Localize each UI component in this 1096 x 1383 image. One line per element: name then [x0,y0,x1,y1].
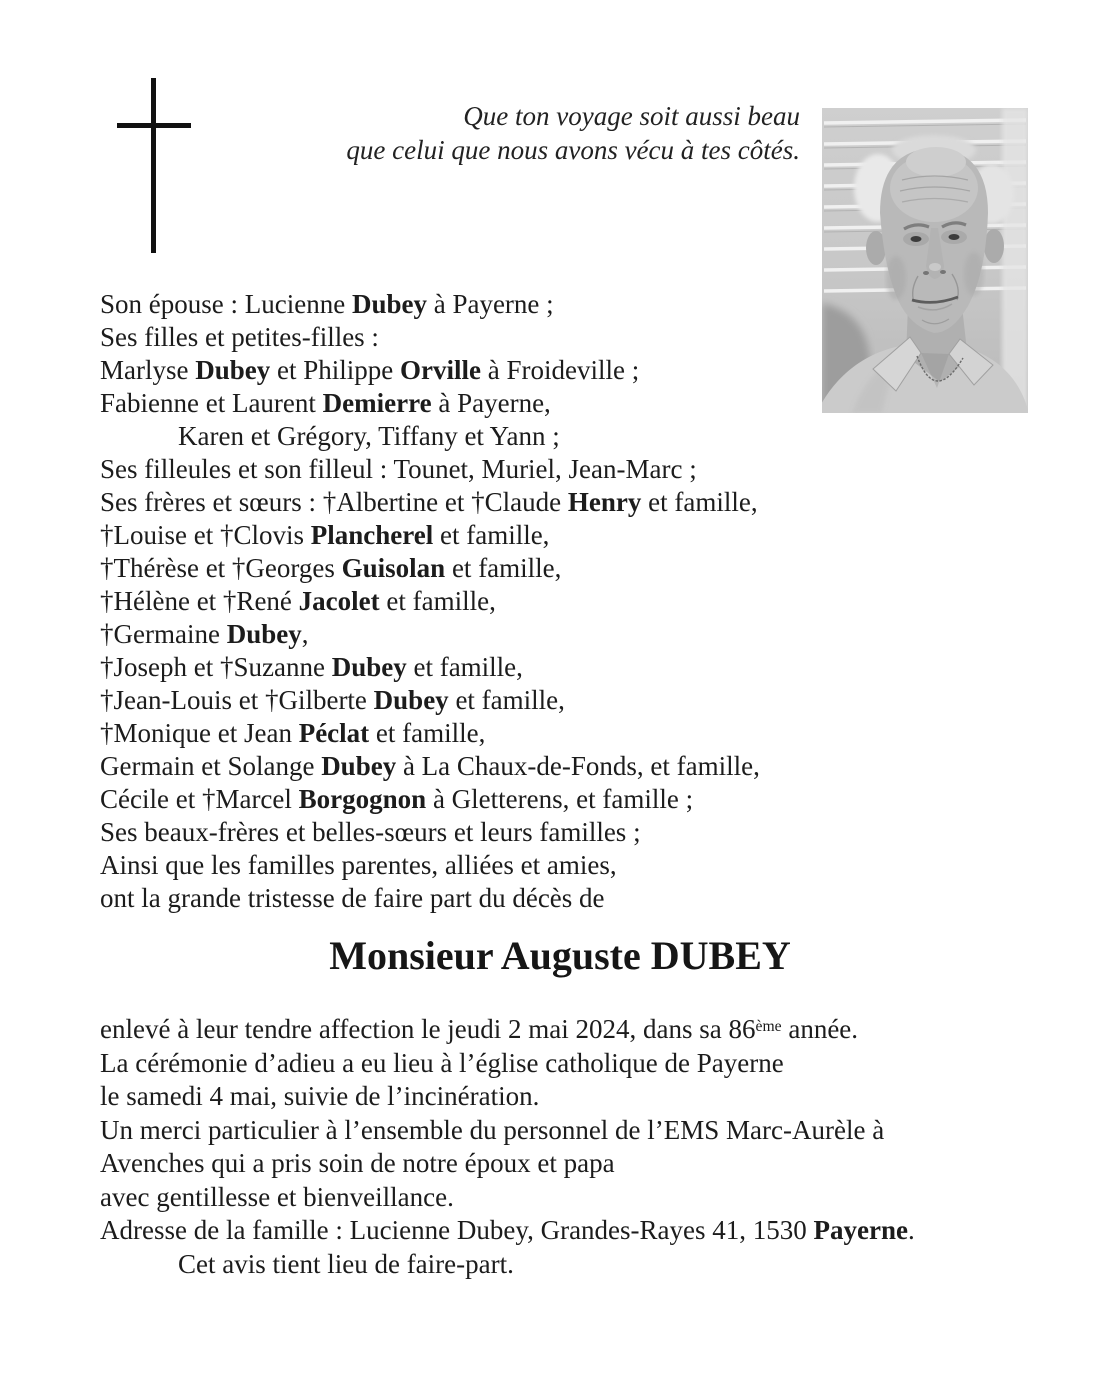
family-line: Ses filleules et son filleul : Tounet, Muriel, Jean-Marc ; [100,454,697,484]
family-line: †Louise et †Clovis Plancherel et famille, [100,520,550,550]
eye-left [911,236,922,242]
ear-right [984,229,1004,263]
family-line: Cécile et †Marcel Borgognon à Gletterens, et famille ; [100,784,694,814]
family-line: Fabienne et Laurent Demierre à Payerne, [100,388,551,418]
announcement-line: La cérémonie d’adieu a eu lieu à l’église catholique de Payerne [100,1047,784,1078]
epitaph-quote-line1: Que ton voyage soit aussi beau [463,101,800,131]
eye-right [949,234,960,240]
family-line: †Hélène et †René Jacolet et famille, [100,586,496,616]
family-line: †Joseph et †Suzanne Dubey et famille, [100,652,523,682]
family-line: Karen et Grégory, Tiffany et Yann ; [178,421,560,451]
family-line: Ses frères et sœurs : †Albertine et †Claude Henry et famille, [100,487,758,517]
family-line: †Monique et Jean Péclat et famille, [100,718,486,748]
family-list [100,288,880,915]
announcement-line: le samedi 4 mai, suivie de l’incinération. [100,1081,540,1111]
family-line: †Jean-Louis et †Gilberte Dubey et famille, [100,685,565,715]
window-edge [1002,108,1028,413]
epitaph-quote-line2: que celui que nous avons vécu à tes côtés. [346,135,800,165]
family-line: Marlyse Dubey et Philippe Orville à Froideville ; [100,355,640,385]
announcement-line: avec gentillesse et bienveillance. [100,1181,454,1212]
family-line: Ainsi que les familles parentes, alliées et amies, [100,850,617,880]
family-line: †Thérèse et †Georges Guisolan et famille, [100,553,562,583]
announcement-line: Un merci particulier à l’ensemble du personnel de l’EMS Marc-Aurèle à [100,1114,885,1145]
family-line: ont la grande tristesse de faire part du décès de [100,883,605,913]
family-line: Ses beaux-frères et belles-sœurs et leurs familles ; [100,817,641,847]
announcement-line: Cet avis tient lieu de faire-part. [178,1248,514,1279]
epitaph-quote [0,99,800,167]
deceased-name-title: Monsieur Auguste DUBEY [329,933,791,978]
family-line: Son épouse : Lucienne Dubey à Payerne ; [100,289,554,319]
announcement-line: Avenches qui a pris soin de notre époux et papa [100,1148,615,1178]
announcement-text [100,1013,1000,1281]
family-line: Ses filles et petites-filles : [100,322,379,352]
family-line: †Germaine Dubey, [100,619,309,649]
family-line: Germain et Solange Dubey à La Chaux-de-Fonds, et famille, [100,751,760,781]
announcement-line: enlevé à leur tendre affection le jeudi 2 mai 2024, dans sa 86ème année. [100,1014,859,1044]
announcement-line: Adresse de la famille : Lucienne Dubey, Grandes-Rayes 41, 1530 Payerne. [100,1215,915,1245]
